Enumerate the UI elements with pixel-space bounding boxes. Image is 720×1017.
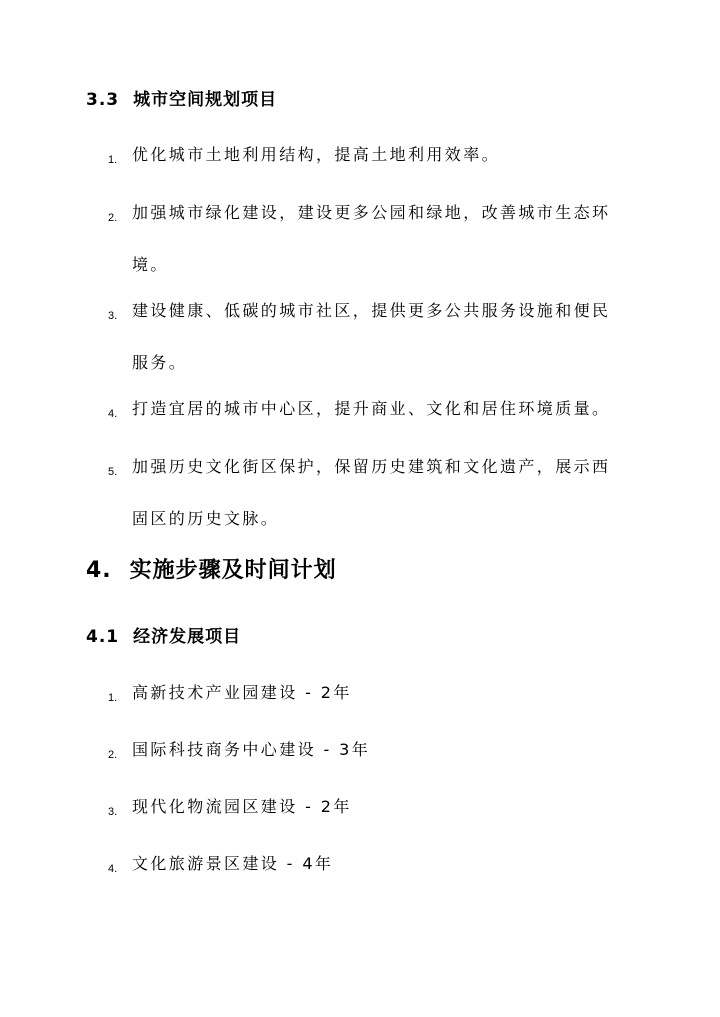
section-title: 实施步骤及时间计划 <box>129 558 337 583</box>
section-heading-4 <box>86 556 337 586</box>
list-marker: 1. <box>108 154 118 166</box>
list-item-text: 加强历史文化街区保护，保留历史建筑和文化遗产，展示西固区的历史文脉。 <box>132 457 611 528</box>
section-title: 经济发展项目 <box>133 627 242 647</box>
list-item-text: 建设健康、低碳的城市社区，提供更多公共服务设施和便民服务。 <box>132 301 611 372</box>
list-marker: 2. <box>108 212 118 224</box>
list-item <box>108 458 628 562</box>
list-marker: 5. <box>108 466 118 478</box>
list-item-text: 打造宜居的城市中心区，提升商业、文化和居住环境质量。 <box>132 399 611 418</box>
section-title: 城市空间规划项目 <box>133 90 278 110</box>
section-number: 4.1 <box>86 627 120 647</box>
list-marker: 4. <box>108 863 118 875</box>
list-marker: 3. <box>108 310 118 322</box>
list-marker: 1. <box>108 692 118 704</box>
list-item-text: 加强城市绿化建设，建设更多公园和绿地，改善城市生态环境。 <box>132 203 611 274</box>
list-item-text: 国际科技商务中心建设 - 3年 <box>132 740 371 759</box>
section-number: 4. <box>86 558 112 583</box>
list-item <box>108 855 628 907</box>
list-item-text: 优化城市土地利用结构，提高土地利用效率。 <box>132 145 501 164</box>
list-item-text: 文化旅游景区建设 - 4年 <box>132 854 334 873</box>
section-heading-4-1 <box>86 625 241 649</box>
section-heading-3-3 <box>86 88 277 112</box>
list-marker: 3. <box>108 806 118 818</box>
list-marker: 4. <box>108 408 118 420</box>
list-item-text: 现代化物流园区建设 - 2年 <box>132 797 352 816</box>
list-marker: 2. <box>108 749 118 761</box>
list-item-text: 高新技术产业园建设 - 2年 <box>132 683 352 702</box>
section-number: 3.3 <box>86 90 120 110</box>
